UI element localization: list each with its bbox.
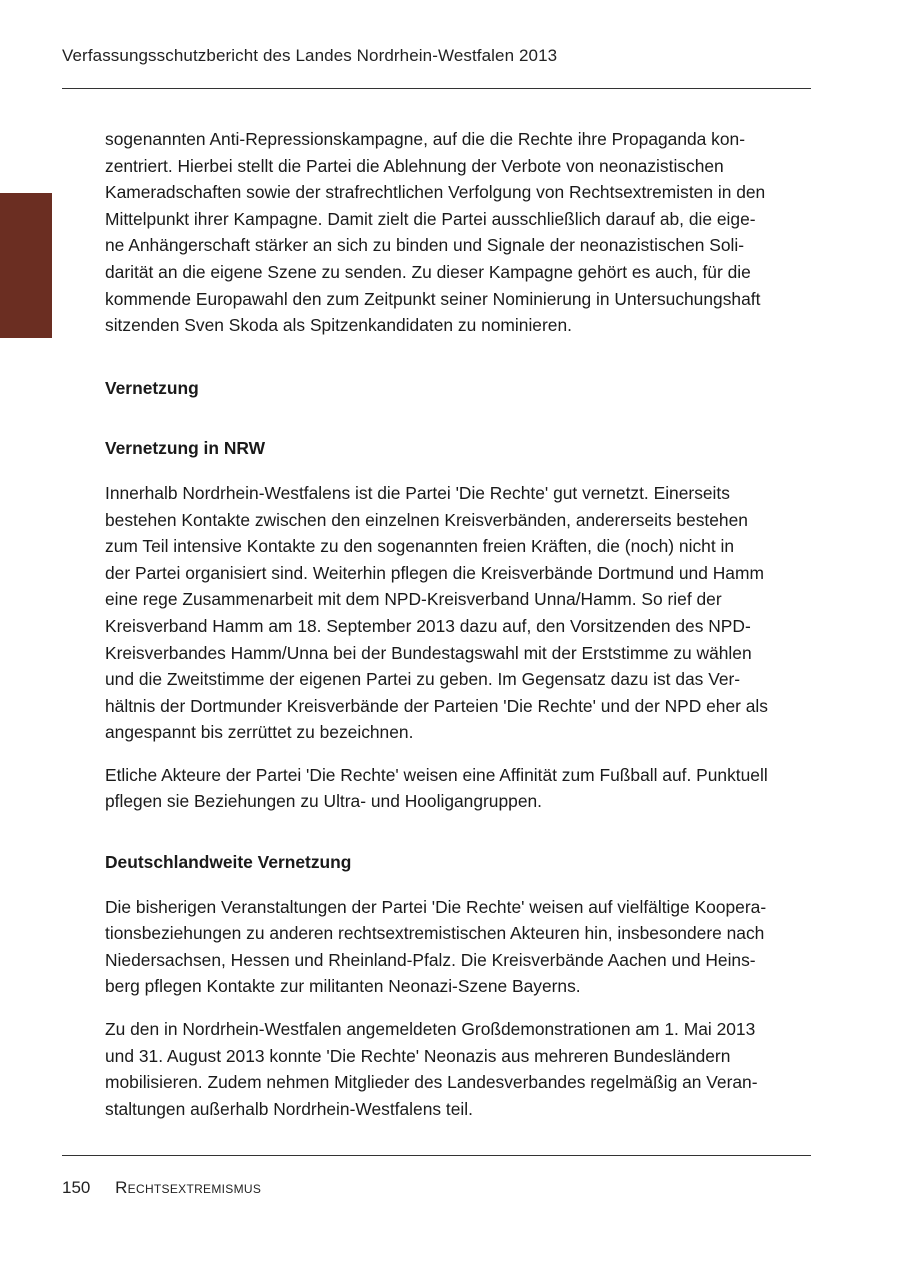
running-header: Verfassungsschutzbericht des Landes Nordrhein-Westfalen 2013 <box>62 46 558 65</box>
text-line: der Partei organisiert sind. Weiterhin pflegen die Kreisverbände Dortmund und Hamm <box>105 562 764 583</box>
section-name: Rechtsextremismus <box>115 1178 262 1197</box>
text-line: tionsbeziehungen zu anderen rechtsextremistischen Akteuren hin, insbesondere nach <box>105 923 765 944</box>
text-line: Innerhalb Nordrhein-Westfalens ist die Partei 'Die Rechte' gut vernetzt. Einerseits <box>105 482 730 503</box>
header-rule <box>62 88 811 89</box>
text-line: bestehen Kontakte zwischen den einzelnen Kreisverbänden, andererseits bestehen <box>105 509 748 530</box>
text-line: Kreisverbandes Hamm/Unna bei der Bundestagswahl mit der Erststimme zu wählen <box>105 642 752 663</box>
text-line: Mittelpunkt ihrer Kampagne. Damit zielt die Partei ausschließlich darauf ab, die eige- <box>105 208 756 229</box>
text-line: angespannt bis zerrüttet zu bezeichnen. <box>105 722 414 743</box>
page-footer <box>62 1178 261 1198</box>
paragraph-vernetzung-nrw <box>105 480 815 746</box>
text-line: kommende Europawahl den zum Zeitpunkt seiner Nominierung in Untersuchungshaft <box>105 288 761 309</box>
heading-deutschlandweite-vernetzung: Deutschlandweite Vernetzung <box>105 852 352 873</box>
text-line: zum Teil intensive Kontakte zu den sogenannten freien Kräften, die (noch) nicht in <box>105 536 735 557</box>
paragraph-kooperation <box>105 894 815 1000</box>
text-line: ne Anhängerschaft stärker an sich zu binden und Signale der neonazistischen Soli- <box>105 235 745 256</box>
text-line: staltungen außerhalb Nordrhein-Westfalens teil. <box>105 1098 473 1119</box>
text-line: sitzenden Sven Skoda als Spitzenkandidaten zu nominieren. <box>105 315 572 336</box>
text-line: pflegen sie Beziehungen zu Ultra- und Hooligangruppen. <box>105 791 542 812</box>
text-line: darität an die eigene Szene zu senden. Zu dieser Kampagne gehört es auch, für die <box>105 261 751 282</box>
paragraph-grossdemonstrationen <box>105 1016 815 1122</box>
heading-vernetzung: Vernetzung <box>105 377 199 398</box>
text-line: Die bisherigen Veranstaltungen der Partei 'Die Rechte' weisen auf vielfältige Kooperа- <box>105 896 767 917</box>
text-line: zentriert. Hierbei stellt die Partei die Ablehnung der Verbote von neonazistischen <box>105 155 724 176</box>
text-line: Niedersachsen, Hessen und Rheinland-Pfalz. Die Kreisverbände Aachen und Heins- <box>105 949 756 970</box>
text-line: und die Zweitstimme der eigenen Partei zu geben. Im Gegensatz dazu ist das Ver- <box>105 669 741 690</box>
heading-vernetzung-nrw: Vernetzung in NRW <box>105 438 266 459</box>
text-line: hältnis der Dortmunder Kreisverbände der Parteien 'Die Rechte' und der NPD eher als <box>105 695 768 716</box>
chapter-tab-marker <box>0 193 52 338</box>
text-line: mobilisieren. Zudem nehmen Mitglieder des Landesverbandes regelmäßig an Veran- <box>105 1072 758 1093</box>
paragraph-anti-repression <box>105 126 815 339</box>
page-number: 150 <box>62 1178 91 1197</box>
paragraph-fussball <box>105 762 815 815</box>
text-line: berg pflegen Kontakte zur militanten Neonazi-Szene Bayerns. <box>105 976 581 997</box>
text-line: und 31. August 2013 konnte 'Die Rechte' Neonazis aus mehreren Bundesländern <box>105 1045 731 1066</box>
text-line: sogenannten Anti-Repressionskampagne, auf die die Rechte ihre Propaganda kon- <box>105 129 746 149</box>
text-line: Kameradschaften sowie der strafrechtlichen Verfolgung von Rechtsextremisten in den <box>105 182 766 203</box>
page-body <box>105 126 815 1122</box>
text-line: Etliche Akteure der Partei 'Die Rechte' weisen eine Affinität zum Fußball auf. Punktuell <box>105 764 768 785</box>
text-line: Zu den in Nordrhein-Westfalen angemeldeten Großdemonstrationen am 1. Mai 2013 <box>105 1019 756 1040</box>
text-line: eine rege Zusammenarbeit mit dem NPD-Kreisverband Unna/Hamm. So rief der <box>105 589 722 610</box>
footer-rule <box>62 1155 811 1156</box>
text-line: Kreisverband Hamm am 18. September 2013 dazu auf, den Vorsitzenden des NPD- <box>105 615 751 636</box>
